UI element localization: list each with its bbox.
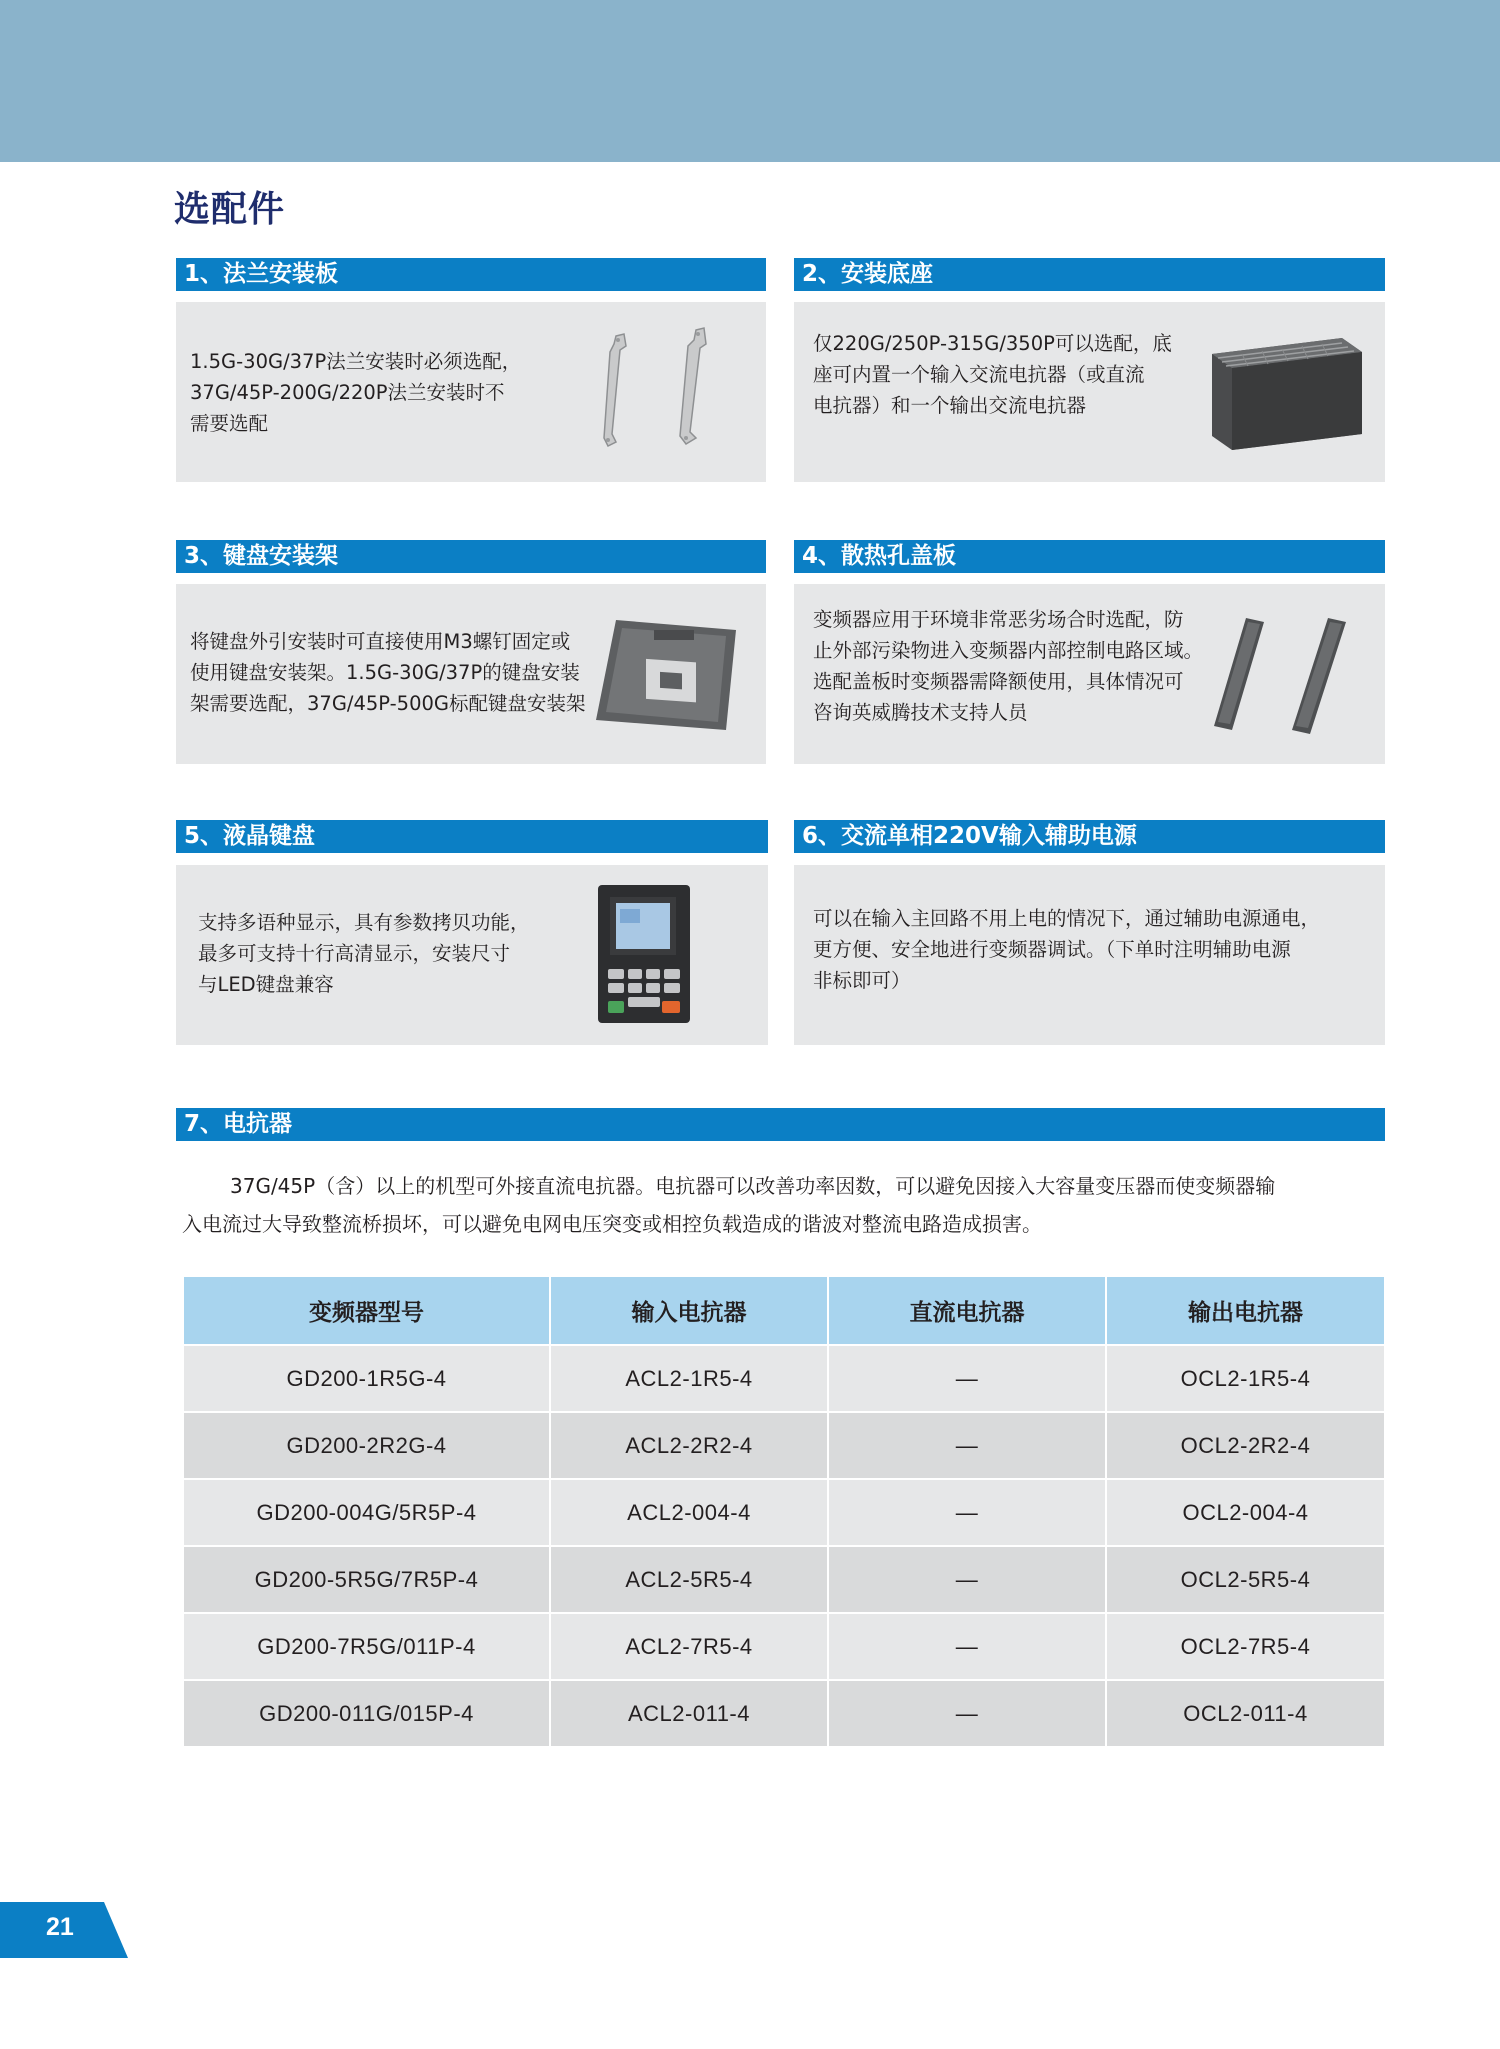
header-band (0, 0, 1500, 162)
reactor-table (184, 1277, 1384, 1748)
table-row (184, 1613, 1384, 1680)
card-description: 1.5G-30G/37P法兰安装时必须选配， 37G/45P-200G/220P法兰安装时不 需要选配 (190, 350, 522, 435)
table-cell: GD200-2R2G-4 (184, 1412, 550, 1479)
table-row (184, 1345, 1384, 1412)
card-aux-power (794, 865, 1385, 1045)
section-title-flange-plate: 1、法兰安装板 (176, 258, 766, 291)
table-cell: — (828, 1546, 1106, 1613)
table-row (184, 1680, 1384, 1747)
table-cell: OCL2-004-4 (1106, 1479, 1384, 1546)
reactor-description: 37G/45P（含）以上的机型可外接直流电抗器。电抗器可以改善功率因数，可以避免因接入大容量变压器而使变频器输 入电流过大导致整流桥损坏，可以避免电网电压突变或相控负载造成的谐波对整流电路造成损害。 (182, 1174, 1276, 1236)
card-description: 将键盘外引安装时可直接使用M3螺钉固定或 使用键盘安装架。1.5G-30G/37P的键盘安装 架需要选配，37G/45P-500G标配键盘安装架 (190, 630, 586, 715)
table-cell: ACL2-004-4 (550, 1479, 828, 1546)
page-number: 21 (46, 1913, 74, 1941)
column-header: 变频器型号 (184, 1277, 550, 1345)
table-cell: GD200-5R5G/7R5P-4 (184, 1546, 550, 1613)
table-cell: GD200-1R5G-4 (184, 1345, 550, 1412)
table-cell: — (828, 1680, 1106, 1747)
card-description: 可以在输入主回路不用上电的情况下，通过辅助电源通电， 更方便、安全地进行变频器调试。（下单时注明辅助电源 非标即可） (813, 907, 1321, 992)
column-header: 输入电抗器 (550, 1277, 828, 1345)
table-cell: ACL2-7R5-4 (550, 1613, 828, 1680)
flange-plate-image (586, 316, 736, 466)
column-header: 直流电抗器 (828, 1277, 1106, 1345)
table-cell: ACL2-5R5-4 (550, 1546, 828, 1613)
table-cell: OCL2-011-4 (1106, 1680, 1384, 1747)
table-cell: — (828, 1613, 1106, 1680)
page-title: 选配件 (174, 189, 286, 230)
table-header-row (184, 1277, 1384, 1345)
section-title-lcd-keypad: 5、液晶键盘 (176, 820, 768, 853)
table-cell: — (828, 1345, 1106, 1412)
table-row (184, 1546, 1384, 1613)
card-mounting-base (794, 302, 1385, 482)
card-description: 仅220G/250P-315G/350P可以选配，底 座可内置一个输入交流电抗器（或直流 电抗器）和一个输出交流电抗器 (813, 332, 1172, 417)
table-cell: — (828, 1479, 1106, 1546)
table-cell: OCL2-2R2-4 (1106, 1412, 1384, 1479)
table-cell: GD200-011G/015P-4 (184, 1680, 550, 1747)
table-cell: ACL2-1R5-4 (550, 1345, 828, 1412)
lcd-keypad-image (596, 883, 692, 1025)
card-lcd-keypad (176, 865, 768, 1045)
section-title-keypad-bracket: 3、键盘安装架 (176, 540, 766, 573)
table-cell: — (828, 1412, 1106, 1479)
table-cell: GD200-7R5G/011P-4 (184, 1613, 550, 1680)
table-cell: ACL2-2R2-4 (550, 1412, 828, 1479)
table-cell: OCL2-1R5-4 (1106, 1345, 1384, 1412)
card-description: 变频器应用于环境非常恶劣场合时选配，防 止外部污染物进入变频器内部控制电路区域。 选配盖板时变频器需降额使用，具体情况可 咨询英威腾技术支持人员 (813, 608, 1204, 724)
table-cell: OCL2-5R5-4 (1106, 1546, 1384, 1613)
section-title-aux-power: 6、交流单相220V输入辅助电源 (794, 820, 1385, 853)
keypad-bracket-image (576, 610, 756, 740)
card-vent-cover (794, 584, 1385, 764)
card-keypad-bracket (176, 584, 766, 764)
vent-cover-image (1206, 612, 1376, 737)
mounting-base-image (1192, 324, 1372, 454)
table-cell: GD200-004G/5R5P-4 (184, 1479, 550, 1546)
table-cell: ACL2-011-4 (550, 1680, 828, 1747)
section-title-reactor: 7、电抗器 (176, 1108, 1385, 1141)
card-description: 支持多语种显示，具有参数拷贝功能， 最多可支持十行高清显示，安装尺寸 与LED键盘兼容 (198, 911, 530, 996)
section-title-vent-cover: 4、散热孔盖板 (794, 540, 1385, 573)
section-title-mounting-base: 2、安装底座 (794, 258, 1385, 291)
table-cell: OCL2-7R5-4 (1106, 1613, 1384, 1680)
table-row (184, 1412, 1384, 1479)
table-row (184, 1479, 1384, 1546)
column-header: 输出电抗器 (1106, 1277, 1384, 1345)
card-flange-plate (176, 302, 766, 482)
